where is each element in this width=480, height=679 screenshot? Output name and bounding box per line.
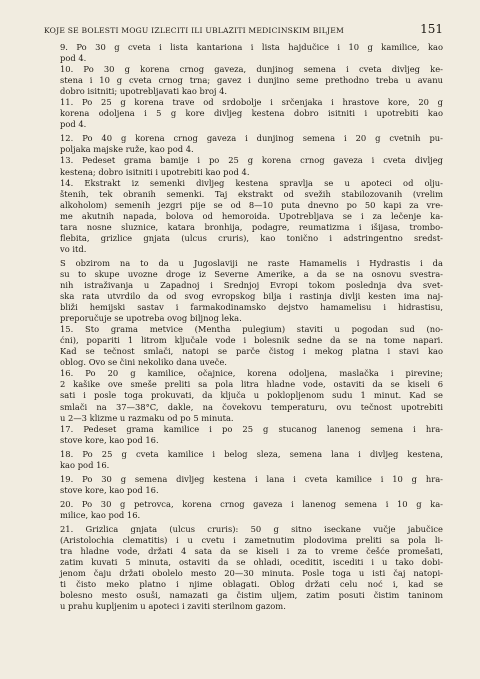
paragraph	[44, 97, 443, 130]
page-header	[44, 22, 443, 36]
text-line: 20. Po 30 g petrovca, korena crnog gaveza i lanenog semena i 10 g ka-	[60, 498, 443, 509]
text-line: 13. Pedeset grama bamije i po 25 g korena crnog gaveza i cveta divljeg	[60, 155, 443, 166]
text-line: u 2—3 klizme u razmaku od po 5 minuta.	[60, 412, 234, 423]
text-line: 18. Po 25 g cveta kamilice i belog sleza, semena lana i divljeg kestena,	[60, 448, 443, 459]
text-line: su to skupe uvozne droge iz Severne Amerike, a da se na osnovu svestra-	[60, 268, 443, 279]
text-line: nih istraživanja u Zapadnoj i Srednjoj Evropi tokom poslednja dva svet-	[60, 279, 443, 290]
text-line: jenom čaju držati obolelo mesto 20—30 minuta. Posle toga u isti čaj natopi-	[60, 568, 443, 579]
paragraph	[44, 524, 443, 612]
paragraph	[44, 368, 443, 423]
paragraph	[44, 474, 443, 496]
text-line: stena i 10 g cveta crnog trna; gavez i dunjino seme prethodno treba u avanu	[60, 75, 443, 86]
paragraph	[44, 155, 443, 177]
text-line: (Aristolochia clematitis) i u cvetu i zametnutim plodovima preliti sa pola li-	[60, 535, 443, 546]
body-text	[44, 42, 443, 612]
text-line: stove kore, kao pod 16.	[60, 484, 159, 495]
text-line: sati i posle toga prokuvati, da ključa u poklopljenom sudu 1 minut. Kad se	[60, 390, 443, 401]
text-line: stove kore, kao pod 16.	[60, 434, 159, 445]
text-line: u prahu kupljenim u apoteci i zaviti sterilnom gazom.	[60, 601, 286, 612]
text-line: štenih, tek obranih semenki. Taj ekstrakt od svežih stabilozovanih (vrelim	[60, 188, 443, 199]
text-line: me akutnih napada, bolova od hemoroida. Upotrebljava se i za lečenje ka-	[60, 210, 443, 221]
text-line: preporučuje se upotreba ovog biljnog leka.	[60, 313, 242, 324]
text-line: 19. Po 30 g semena divljeg kestena i lana i cveta kamilice i 10 g hra-	[60, 473, 443, 484]
text-line: 21. Grizlica gnjata (ulcus cruris): 50 g sitno iseckane vučje jabučice	[60, 523, 443, 534]
text-line: milice, kao pod 16.	[60, 509, 141, 520]
paragraph	[44, 133, 443, 155]
text-line: pod 4.	[60, 53, 87, 64]
text-line: 15. Sto grama metvice (Mentha pulegium) staviti u pogodan sud (no-	[60, 324, 443, 335]
text-line: korena odoljena i 5 g kore divljeg kestena dobro isitniti i upotrebiti kao	[60, 108, 443, 119]
text-line: alkoholom) semenih jezgri pije se od 8—10 puta dnevno po 50 kapi za vre-	[60, 199, 443, 210]
text-line: smlači na 37—38°C, dakle, na čovekovu temperaturu, ovu tečnost upotrebiti	[60, 401, 443, 412]
text-line: oblog. Ovo se čini nekoliko dana uveče.	[60, 357, 227, 368]
paragraph	[44, 424, 443, 446]
paragraph	[44, 449, 443, 471]
text-line: poljaka majske ruže, kao pod 4.	[60, 144, 194, 155]
text-line: zatim kuvati 5 minuta, ostaviti da se ohladi, oceditit, iscediti i u tako dobi-	[60, 557, 443, 568]
page-number: 151	[420, 22, 443, 36]
text-line: dobro isitniti; upotrebljavati kao broj 4.	[60, 86, 228, 97]
paragraph	[44, 42, 443, 64]
text-line: ćni), popariti 1 litrom ključale vode i bolesnik sedne da se na tome napari.	[60, 335, 443, 346]
text-line: flebita, grizlice gnjata (ulcus cruris), kao tonično i adstringentno sredst-	[60, 232, 443, 243]
text-line: S obzirom na to da u Jugoslaviji ne raste Hamamelis i Hydrastis i da	[60, 257, 443, 268]
text-line: 16. Po 20 g kamilice, očajnice, korena odoljena, maslačka i pirevine;	[60, 368, 443, 379]
paragraph	[44, 178, 443, 255]
paragraph	[44, 258, 443, 324]
text-line: 2 kašike ove smeše preliti sa pola litra hladne vode, ostaviti da se kiseli 6	[60, 379, 443, 390]
text-line: ska rata utvrdilo da od svog evropskog bilja i rastinja divlji kesten ima naj-	[60, 291, 443, 302]
text-line: bliži hemijski sastav i farmakodinamsko dejstvo hamamelisu i hidrastisu,	[60, 302, 443, 313]
text-line: bolesno mesto osuši, namazati ga čistim uljem, zatim posuti čistim taninom	[60, 590, 443, 601]
text-line: kao pod 16.	[60, 459, 110, 470]
running-title: KOJE SE BOLESTI MOGU IZLECITI ILI UBLAZITI MEDICINSKIM BILJEM	[44, 26, 344, 35]
text-line: 12. Po 40 g korena crnog gaveza i dunjinog semena i 20 g cvetnih pu-	[60, 133, 443, 144]
paragraph	[44, 324, 443, 368]
text-line: kestena; dobro isitniti i upotrebiti kao pod 4.	[60, 166, 250, 177]
text-line: ti čisto meko platno i njime oblagati. Oblog držati celu noć i, kad se	[60, 579, 443, 590]
text-line: tara nosne sluznice, katara bronhija, podagre, reumatizma i išijasa, trombo-	[60, 221, 443, 232]
text-line: 11. Po 25 g korena trave od srdobolje i srčenjaka i hrastove kore, 20 g	[60, 97, 443, 108]
text-line: tra hladne vode, držati 4 sata da se kiseli i za to vreme češće promešati,	[60, 546, 443, 557]
text-line: vo itd.	[60, 243, 87, 254]
paragraph	[44, 64, 443, 97]
paragraph	[44, 499, 443, 521]
text-line: 10. Po 30 g korena crnog gaveza, dunjinog semena i cveta divljeg ke-	[60, 64, 443, 75]
text-line: 17. Pedeset grama kamilice i po 25 g stucanog lanenog semena i hra-	[60, 423, 443, 434]
text-line: 9. Po 30 g cveta i lista kantariona i lista hajdučice i 10 g kamilice, kao	[60, 42, 443, 52]
text-line: pod 4.	[60, 119, 87, 130]
text-line: 14. Ekstrakt iz semenki divljeg kestena spravlja se u apoteci od olju-	[60, 177, 443, 188]
text-line: Kad se tečnost smlači, natopi se parče čistog i mekog platna i stavi kao	[60, 346, 443, 357]
